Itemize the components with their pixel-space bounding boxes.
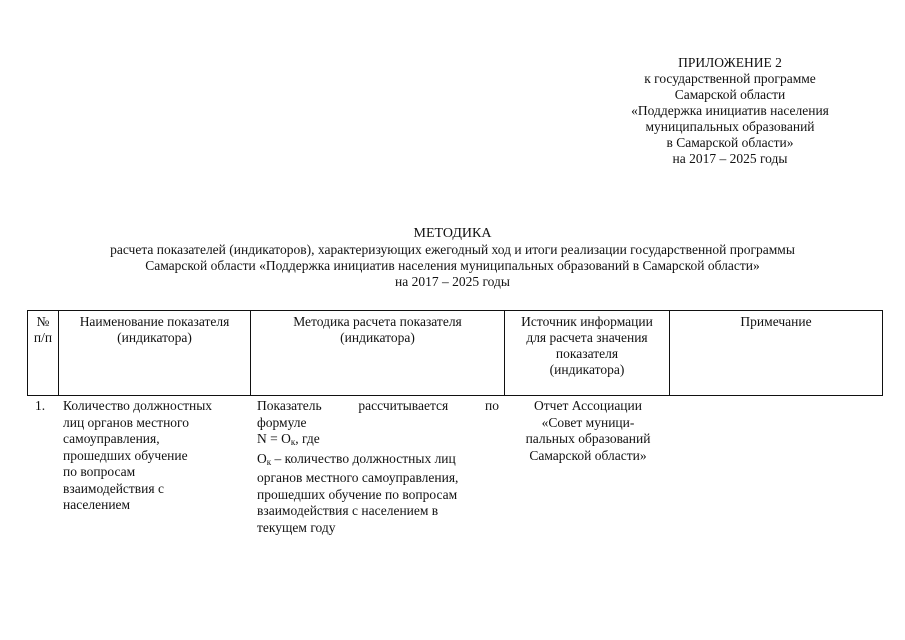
- method-line: взаимодействия с населением в: [257, 503, 439, 518]
- method-line: органов местного самоуправления,: [257, 470, 459, 485]
- document-title: МЕТОДИКА: [413, 226, 492, 241]
- header-source-line: Источник информации: [521, 314, 653, 329]
- appendix-line: в Самарской области»: [666, 135, 794, 150]
- header-name: [59, 311, 251, 395]
- appendix-line: ПРИЛОЖЕНИЕ 2: [678, 55, 782, 70]
- method-definition: [257, 451, 499, 471]
- header-note: [670, 311, 882, 395]
- header-source-line: показателя: [555, 346, 619, 361]
- header-source-line: (индикатора): [549, 362, 625, 377]
- source-line: Отчет Ассоциации: [534, 398, 642, 413]
- appendix-line: на 2017 – 2025 годы: [672, 151, 788, 166]
- method-word: по: [485, 398, 499, 413]
- row-1-indicator-name: [63, 398, 248, 514]
- indicator-name-line: Количество должностных: [63, 398, 213, 413]
- header-name-line: (индикатора): [117, 330, 192, 345]
- appendix-line: к государственной программе: [644, 71, 816, 86]
- row-1-number: 1.: [35, 398, 46, 413]
- header-method-line: (индикатора): [340, 330, 415, 345]
- formula-prefix: N = O: [257, 431, 291, 446]
- row-1-method: [257, 398, 499, 536]
- method-line: текущем году: [257, 519, 336, 535]
- source-line: «Совет муници-: [541, 414, 635, 430]
- document-title-block: [0, 226, 905, 290]
- indicator-table-header: [27, 310, 883, 396]
- document-subtitle-line: Самарской области «Поддержка инициатив населения муниципальных образований в Самарской области»: [145, 258, 760, 273]
- appendix-header: [560, 55, 900, 167]
- method-formula-label: формуле: [257, 414, 307, 430]
- indicator-name-line: населением: [63, 497, 131, 512]
- formula-suffix: , где: [295, 431, 320, 446]
- header-source-line: для расчета значения: [526, 330, 648, 345]
- indicator-name-line: прошедших обучение: [63, 447, 188, 463]
- header-num: [28, 311, 59, 395]
- header-num-line: п/п: [33, 330, 53, 345]
- document-subtitle-line: на 2017 – 2025 годы: [395, 274, 510, 289]
- source-line: Самарской области»: [529, 447, 647, 463]
- document-subtitle-line: расчета показателей (индикаторов), характеризующих ежегодный ход и итоги реализации государственной программы: [110, 242, 795, 257]
- appendix-line: «Поддержка инициатив населения: [631, 103, 829, 118]
- indicator-name-line: по вопросам: [63, 464, 136, 479]
- header-method-line: Методика расчета показателя: [293, 314, 462, 329]
- header-num-line: №: [36, 314, 50, 329]
- definition-text: – количество должностных лиц: [271, 450, 456, 466]
- source-line: пальных образований: [525, 431, 651, 446]
- method-word: Показатель: [257, 398, 322, 413]
- header-name-line: Наименование показателя: [79, 314, 230, 329]
- header-source: [505, 311, 670, 395]
- indicator-name-line: самоуправления,: [63, 431, 160, 446]
- indicator-name-line: лиц органов местного: [63, 414, 190, 430]
- method-formula: [257, 431, 499, 451]
- definition-symbol: O: [257, 450, 267, 466]
- method-word: рассчитывается: [358, 398, 449, 413]
- method-line: прошедших обучение по вопросам: [257, 486, 458, 502]
- header-note-line: Примечание: [740, 314, 812, 329]
- appendix-line: Самарской области: [674, 87, 786, 102]
- row-1-source: [508, 398, 668, 464]
- formula-subscript: к: [290, 437, 296, 447]
- appendix-line: муниципальных образований: [645, 119, 815, 134]
- method-first-line: [257, 398, 499, 415]
- indicator-name-line: взаимодействия с: [63, 480, 164, 496]
- definition-subscript: к: [266, 456, 272, 467]
- header-method: [251, 311, 505, 395]
